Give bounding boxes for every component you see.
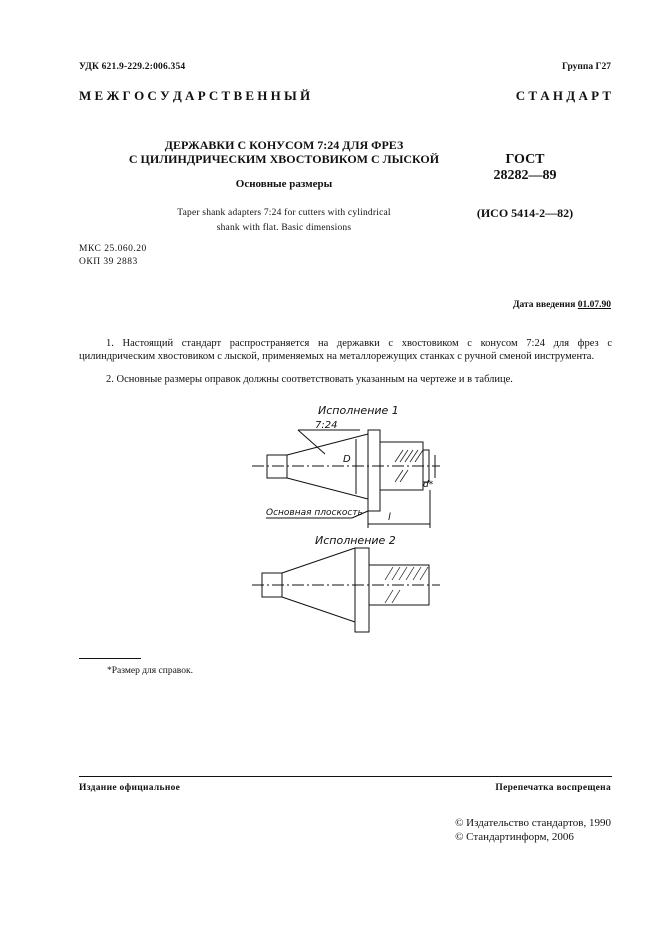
reprint-notice: Перепечатка воспрещена [495,783,611,793]
document-subtitle: Основные размеры [235,178,333,190]
copyright-2006: © Стандартинформ, 2006 [455,831,574,843]
gost-number: 28282—89 [493,168,557,183]
iso-reference: (ИСО 5414-2—82) [476,206,574,220]
version-2-label: Исполнение 2 [315,534,396,547]
okp-code: ОКП 39 2883 [79,257,138,267]
paragraph-2: 2. Основные размеры оправок должны соответствовать указанным на чертеже и в таблице. [106,374,513,385]
paragraph-1: 1. Настоящий стандарт распространяется на державки с хвостовиком с конусом 7:24 для фрез с цилиндрическим хвостовиком с лыской, применяемых на металлорежущих станках с ручной сменой инструмента. [79,338,612,362]
footnote: *Размер для справок. [107,666,193,676]
taper-label: 7:24 [315,420,338,431]
dim-d-small: d* [423,480,434,490]
title-line-2: С ЦИЛИНДРИЧЕСКИМ ХВОСТОВИКОМ С ЛЫСКОЙ [128,152,440,166]
base-plane-label: Основная плоскость [266,508,363,518]
group-code: Группа Г27 [562,62,611,72]
banner-word-standard: С Т А Н Д А Р Т [515,88,611,103]
gost-label: ГОСТ [505,152,545,167]
banner-word-interstate: М Е Ж Г О С У Д А Р С Т В Е Н Н Ы Й [79,88,311,103]
footer-rule [79,776,612,777]
english-title-line-1: Taper shank adapters 7:24 for cutters with cylindrical [177,208,391,218]
udk-code: УДК 621.9-229.2:006.354 [79,62,186,72]
copyright-block [455,816,611,844]
mks-code: МКС 25.060.20 [79,244,147,254]
version-1-label: Исполнение 1 [318,404,399,417]
official-edition: Издание официальное [79,783,181,793]
date-label: Дата введения [512,300,576,310]
dim-d-large: D [343,454,351,465]
english-title-line-2: shank with flat. Basic dimensions [216,223,352,233]
title-line-1: ДЕРЖАВКИ С КОНУСОМ 7:24 ДЛЯ ФРЕЗ [164,138,404,152]
copyright-1990: © Издательство стандартов, 1990 [455,817,611,829]
dim-l: l [388,512,391,523]
footnote-rule [79,658,141,659]
date-value: 01.07.90 [577,300,611,310]
